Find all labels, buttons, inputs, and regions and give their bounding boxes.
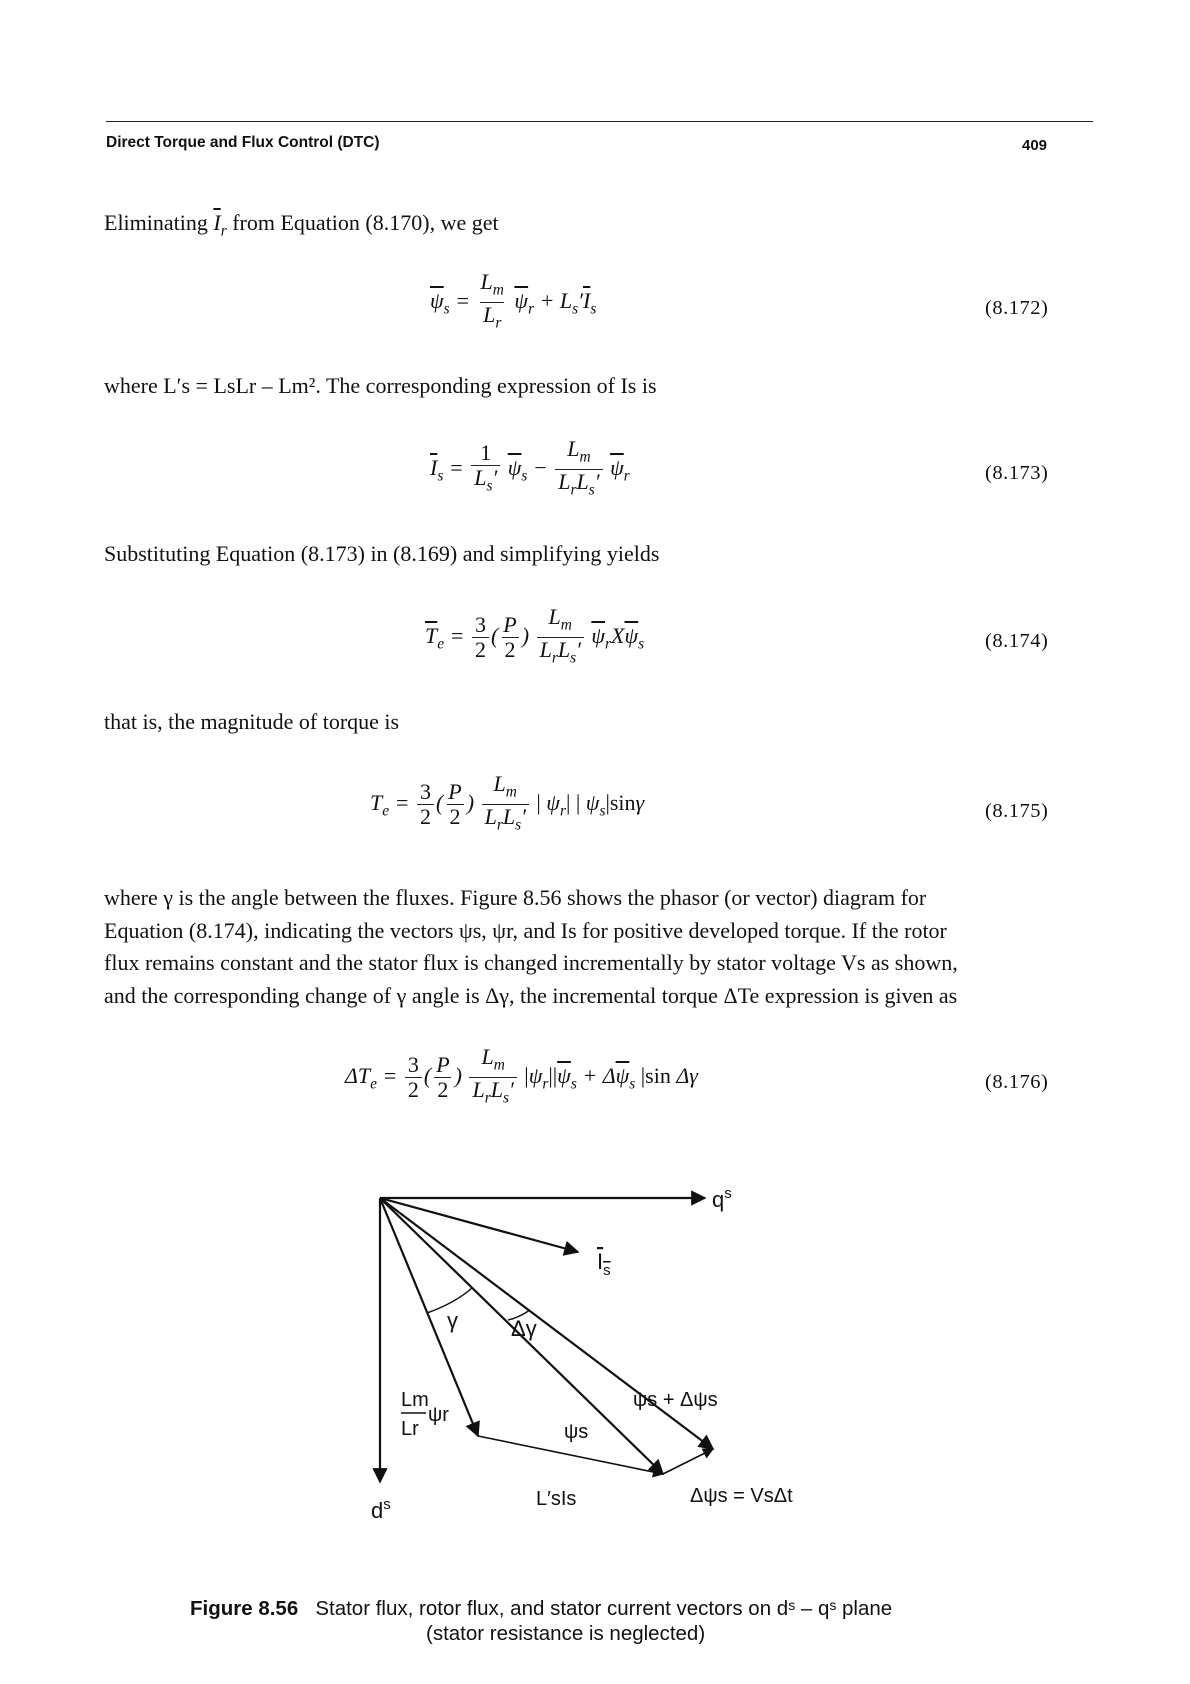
stator-current-vector — [380, 1198, 578, 1252]
equation-8-176: $\Delta T_e$ = $\frac{3}{2}$ ( $\frac{P}{2}$ ) $\frac{L_m}{L_rL_s'}$ $|\psi_r||\overline{\psi}_s + \Delta\overline{\psi}_s$ |sin Δγ — [345, 1045, 698, 1111]
p4-text: that is, the magnitude of torque is — [104, 709, 400, 734]
psi-s-plus-label: ψs + Δψs — [633, 1389, 718, 1411]
p1-sub: r — [220, 222, 227, 240]
caption-line-1: Stator flux, rotor flux, and stator current vectors on dˢ – qˢ plane — [315, 1597, 893, 1620]
p1-text-a: Eliminating — [104, 210, 214, 235]
p3-text: Substituting Equation (8.173) in (8.169) and simplifying yields — [104, 541, 660, 566]
running-head: Direct Torque and Flux Control (DTC) — [106, 134, 380, 151]
delta-psi-label: Δψs = VsΔt — [690, 1485, 793, 1507]
gamma-label: γ — [447, 1308, 458, 1333]
caption-label: Figure 8.56 — [190, 1597, 299, 1620]
d-axis-label: $d^s$ — [371, 1496, 391, 1523]
psi-r-label: ψr — [428, 1404, 449, 1426]
lr-denominator: Lr — [401, 1418, 419, 1440]
p5-line-2: Equation (8.174), indicating the vectors ψs, ψr, and Is for positive developed torque. If the rotor — [104, 917, 947, 943]
current-label: $I_s$ — [597, 1249, 611, 1279]
page-number: 409 — [1022, 137, 1048, 154]
caption-line-2: (stator resistance is neglected) — [426, 1622, 706, 1645]
delta-psi-vector — [663, 1449, 713, 1474]
equation-number-8-176: (8.176) — [985, 1071, 1049, 1093]
equation-number-8-175: (8.175) — [985, 800, 1049, 822]
equation-8-173: $\overline{I}_s$ = $\frac{1}{L_s'}$ $\overline{\psi}_s$ − $\frac{L_m}{L_rL_s'}$ $\overline{\psi}_r$ — [430, 437, 630, 503]
equation-8-175: $T_e$ = $\frac{3}{2}$ ( $\frac{P}{2}$ ) $\frac{L_m}{L_rL_s'}$ | $\psi_r|$ | $\psi_s|\sin\gamma$ — [370, 772, 644, 838]
figure-caption — [190, 1596, 892, 1622]
equation-8-174: $\overline{T}_e$ = $\frac{3}{2}$ ( $\frac{P}{2}$ ) $\frac{L_m}{L_rL_s'}$ $\overline{\psi}_rX\overline{\psi}_s$ — [425, 605, 644, 671]
lm-numerator: Lm — [401, 1389, 429, 1411]
equation-8-172: $\overline{\psi}_s$ = $\frac{L_m}{L_r}$ $\overline{\psi}_r + L_s'\overline{I}_s$ — [430, 270, 596, 336]
ls-is-label: L′sIs — [536, 1488, 577, 1510]
psi-s-label: ψs — [564, 1421, 589, 1443]
delta-gamma-label: Δγ — [511, 1316, 537, 1341]
p2-text: where L′s = LsLr – Lm². The corresponding expression of Is is — [104, 373, 657, 398]
equation-number-8-173: (8.173) — [985, 462, 1049, 484]
p1-text-b: from Equation (8.170), we get — [226, 210, 499, 235]
equation-number-8-174: (8.174) — [985, 630, 1049, 652]
p5-line-1: where γ is the angle between the fluxes. Figure 8.56 shows the phasor (or vector) diagram for — [104, 885, 927, 910]
q-axis-label: $q^s$ — [712, 1185, 732, 1212]
equation-number-8-172: (8.172) — [985, 297, 1049, 319]
p1-var: $\overline{I}$ — [213, 210, 221, 235]
p5-line-3: flux remains constant and the stator flux is changed incrementally by stator voltage Vs as shown, — [104, 950, 958, 975]
p5-line-4: and the corresponding change of γ angle is Δγ, the incremental torque ΔTe expression is given as — [104, 982, 958, 1008]
